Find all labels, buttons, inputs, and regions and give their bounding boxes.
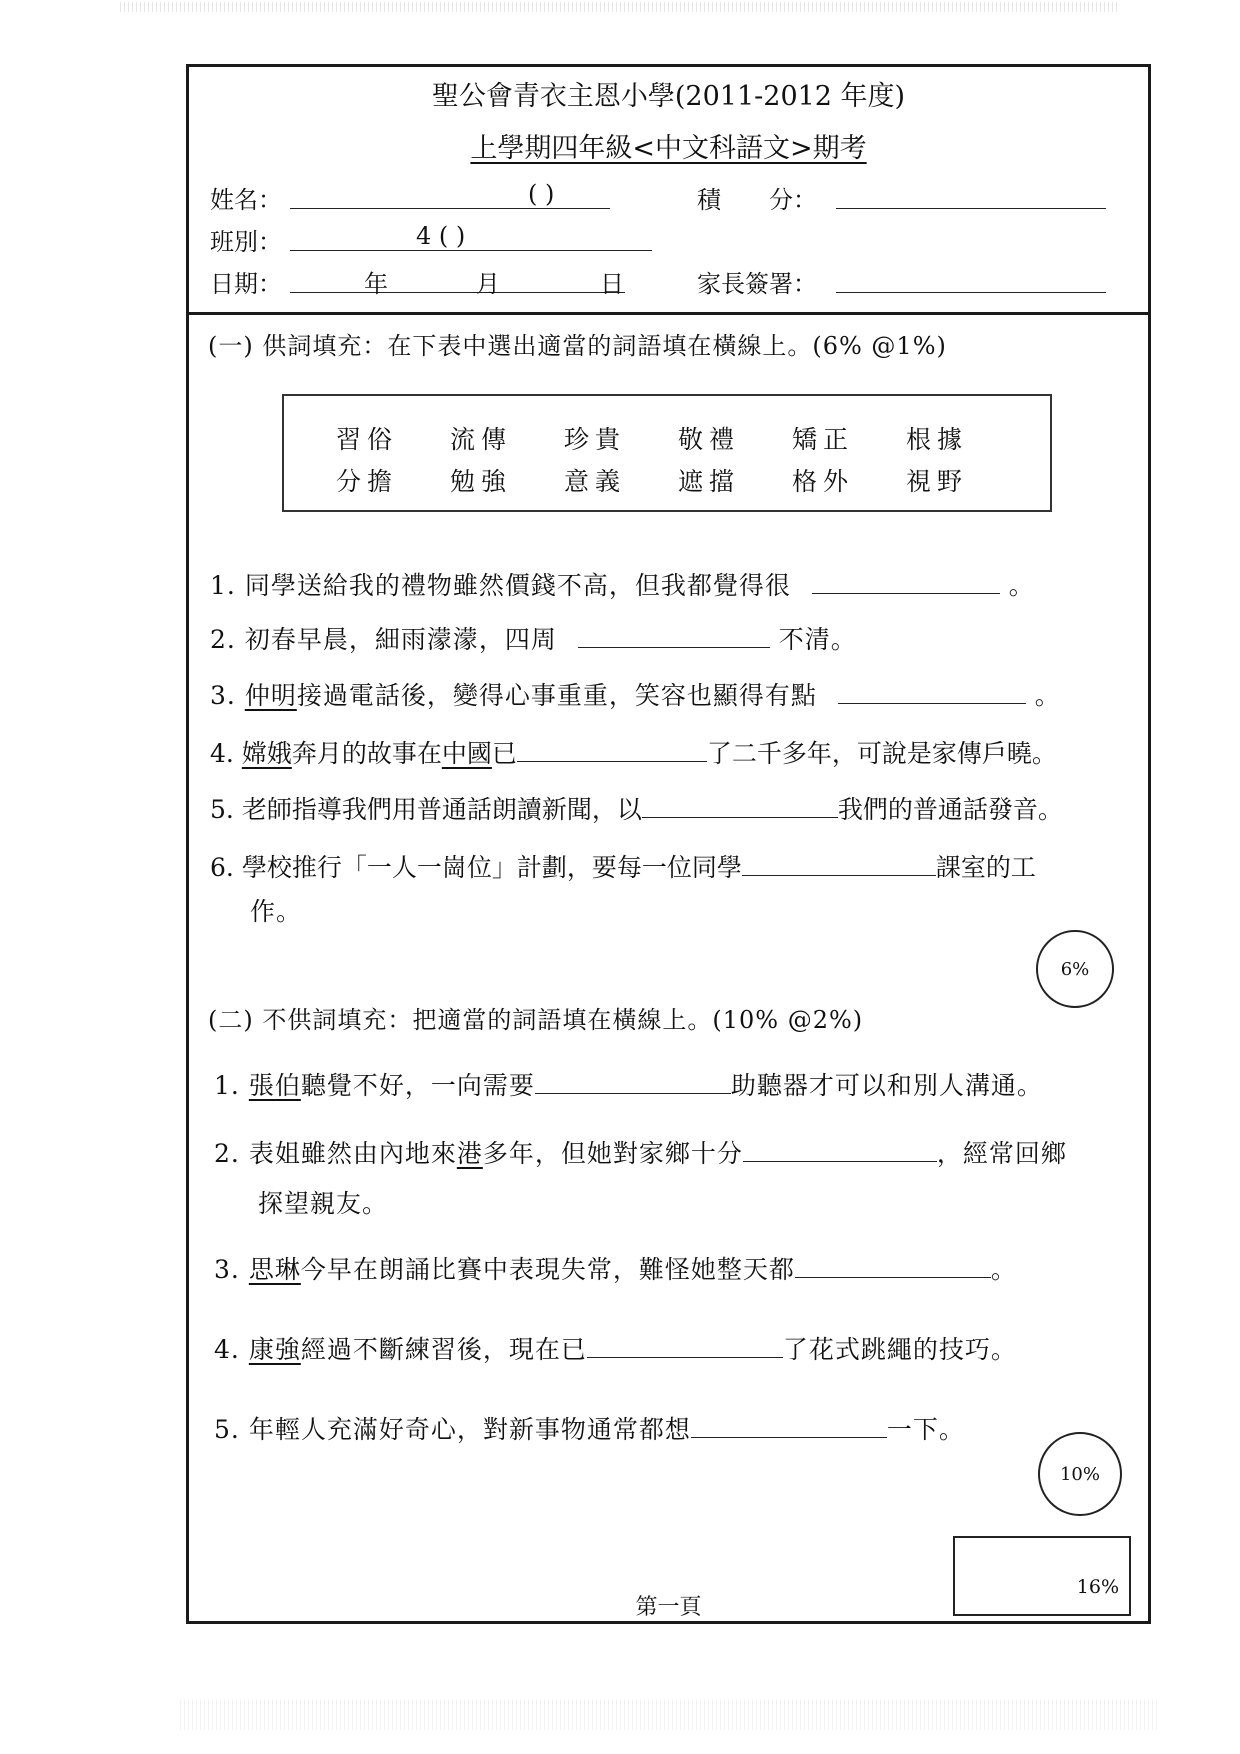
answer-blank[interactable]	[838, 702, 1026, 704]
question-text: 聽覺不好，一向需要	[300, 1071, 535, 1100]
word-bank-item: 格外	[792, 467, 855, 496]
date-field[interactable]	[290, 292, 625, 293]
question-row	[214, 1410, 965, 1446]
question-row	[210, 620, 857, 656]
class-value: 4 ( )	[416, 222, 466, 250]
date-year: 年	[364, 270, 388, 298]
class-field[interactable]	[290, 250, 652, 251]
proper-noun: 思琳	[248, 1255, 301, 1284]
scan-noise-top	[120, 2, 1120, 12]
question-text-after: ，經常回鄉	[936, 1139, 1067, 1168]
score-label: 積 分：	[697, 186, 817, 214]
class-label: 班別：	[210, 228, 282, 256]
section1-score-circle: 6%	[1036, 930, 1114, 1008]
question-text-after: 我們的普通話發音。	[837, 795, 1063, 824]
school-title: 聖公會青衣主恩小學(2011-2012 年度)	[431, 81, 906, 112]
question-number: 2.	[214, 1139, 240, 1168]
question-number: 5.	[214, 1415, 240, 1444]
proper-noun: 嫦娥	[241, 739, 292, 768]
exam-frame	[186, 64, 1151, 1624]
question-row	[210, 566, 1035, 602]
question-text: 年輕人充滿好奇心，對新事物通常都想	[248, 1415, 691, 1444]
answer-blank[interactable]	[795, 1276, 991, 1278]
question-row	[210, 848, 1036, 884]
name-field[interactable]	[290, 208, 610, 209]
question-number: 3.	[214, 1255, 240, 1284]
section2-heading: (二) 不供詞填充：把適當的詞語填在橫線上。(10% @2%)	[208, 1006, 864, 1034]
question-text-after: 了花式跳繩的技巧。	[782, 1335, 1017, 1364]
word-bank-item: 根據	[906, 425, 969, 454]
question-text-after: 。	[990, 1255, 1017, 1284]
answer-blank[interactable]	[587, 1356, 783, 1358]
word-bank-item: 敬禮	[678, 425, 741, 454]
proper-noun: 張伯	[248, 1071, 301, 1100]
answer-blank[interactable]	[535, 1092, 731, 1094]
question-text-after: 一下。	[886, 1415, 965, 1444]
proper-noun: 中國	[441, 739, 492, 768]
question-text-after: 。	[1034, 681, 1061, 710]
question-text: 同學送給我的禮物雖然價錢不高，但我都覺得很	[244, 571, 791, 600]
date-label: 日期：	[210, 270, 282, 298]
question-text-after: 課室的工	[935, 853, 1036, 882]
question-text-after: 不清。	[778, 625, 857, 654]
proper-noun: 康強	[248, 1335, 301, 1364]
proper-noun: 港	[456, 1139, 483, 1168]
question-number: 3.	[210, 681, 236, 710]
question-text-after: 。	[1008, 571, 1035, 600]
question-text-after: 了二千多年，可說是家傳戶曉。	[706, 739, 1057, 768]
question-number: 4.	[210, 739, 234, 768]
question-number: 4.	[214, 1335, 240, 1364]
date-month: 月	[476, 270, 500, 298]
word-bank-item: 習俗	[336, 425, 399, 454]
question-text-after: 助聽器才可以和別人溝通。	[730, 1071, 1043, 1100]
word-bank-item: 分擔	[336, 467, 399, 496]
student-number-paren: ( )	[528, 180, 555, 208]
question-continuation: 作。	[250, 897, 303, 926]
question-text: 表姐雖然由內地來	[248, 1139, 457, 1168]
question-text: 老師指導我們用普通話朗讀新聞，以	[241, 795, 642, 824]
question-row	[210, 676, 1061, 712]
word-bank-item: 視野	[906, 467, 969, 496]
question-continuation: 探望親友。	[258, 1189, 389, 1218]
word-bank-item: 遮擋	[678, 467, 741, 496]
header-divider	[186, 312, 1151, 315]
question-number: 1.	[210, 571, 236, 600]
proper-noun: 仲明	[244, 681, 297, 710]
parent-signature-field[interactable]	[836, 292, 1106, 293]
question-text: 奔月的故事在	[291, 739, 442, 768]
question-row	[210, 734, 1057, 770]
answer-blank[interactable]	[642, 816, 838, 818]
question-text: 接過電話後，變得心事重重，笑容也顯得有點	[296, 681, 817, 710]
question-row	[214, 1134, 1067, 1170]
question-number: 6.	[210, 853, 234, 882]
word-bank-item: 矯正	[792, 425, 855, 454]
question-text: 已	[491, 739, 517, 768]
question-text: 初春早晨，細雨濛濛，四周	[244, 625, 557, 654]
answer-blank[interactable]	[691, 1436, 887, 1438]
word-bank-item: 勉強	[450, 467, 513, 496]
answer-blank[interactable]	[517, 760, 707, 762]
answer-blank[interactable]	[578, 646, 770, 648]
page-number: 第一頁	[635, 1595, 702, 1620]
parent-signature-label: 家長簽署：	[697, 270, 817, 298]
total-score: 16%	[1076, 1576, 1119, 1598]
question-text: 今早在朗誦比賽中表現失常，難怪她整天都	[300, 1255, 795, 1284]
section1-heading: (一) 供詞填充：在下表中選出適當的詞語填在橫線上。(6% @1%)	[208, 332, 947, 360]
score-field[interactable]	[836, 208, 1106, 209]
question-text: 學校推行「一人一崗位」計劃，要每一位同學	[241, 853, 742, 882]
answer-blank[interactable]	[743, 1160, 937, 1162]
date-day: 日	[600, 270, 624, 298]
question-text: 經過不斷練習後，現在已	[300, 1335, 587, 1364]
question-row	[210, 790, 1063, 826]
name-label: 姓名：	[210, 186, 282, 214]
exam-title: 上學期四年級<中文科語文>期考	[470, 133, 867, 164]
answer-blank[interactable]	[812, 592, 1000, 594]
question-row	[214, 1250, 1017, 1286]
question-number: 1.	[214, 1071, 240, 1100]
question-row	[214, 1330, 1017, 1366]
question-text: 多年，但她對家鄉十分	[482, 1139, 743, 1168]
word-bank-item: 珍貴	[564, 425, 627, 454]
word-bank-item: 流傳	[450, 425, 513, 454]
question-number: 2.	[210, 625, 236, 654]
section2-score-circle: 10%	[1038, 1432, 1122, 1516]
scan-noise-bottom	[180, 1700, 1160, 1730]
question-number: 5.	[210, 795, 234, 824]
answer-blank[interactable]	[742, 874, 936, 876]
question-row	[214, 1066, 1043, 1102]
word-bank-item: 意義	[564, 467, 627, 496]
